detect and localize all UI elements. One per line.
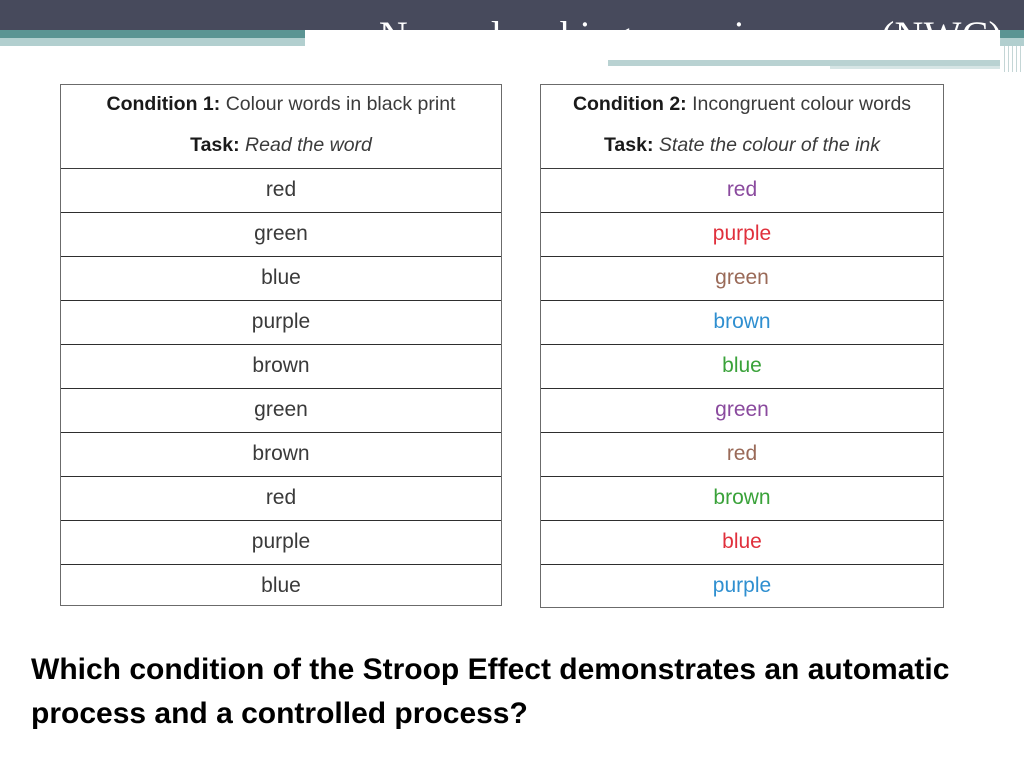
condition-1-task: Read the word <box>245 134 372 156</box>
condition-2-word: red <box>541 433 943 477</box>
condition-2-table <box>540 84 944 608</box>
condition-2-word: green <box>541 257 943 301</box>
condition-2-word: blue <box>541 521 943 565</box>
condition-1-word: brown <box>61 345 501 389</box>
condition-1-description: Colour words in black print <box>225 93 456 115</box>
condition-2-word: blue <box>541 345 943 389</box>
condition-1-word: blue <box>61 257 501 301</box>
condition-1-table <box>60 84 502 606</box>
condition-2-task-label: Task: <box>603 134 654 156</box>
condition-2-description: Incongruent colour words <box>692 93 912 115</box>
header-accent-stripe-right-light <box>1000 38 1024 46</box>
condition-2-word: purple <box>541 213 943 257</box>
header-accent-stripe <box>0 30 305 38</box>
slide-title: Normal waking consciousness (NWC) <box>378 13 1002 58</box>
decorative-lines <box>1004 46 1024 72</box>
condition-1-word: purple <box>61 301 501 345</box>
header-accent-stripe-light <box>0 38 305 46</box>
condition-2-word: brown <box>541 477 943 521</box>
condition-2-word: brown <box>541 301 943 345</box>
condition-1-word: red <box>61 169 501 213</box>
header-accent-stripe-right <box>1000 30 1024 38</box>
condition-2-word: green <box>541 389 943 433</box>
condition-1-word: green <box>61 213 501 257</box>
condition-1-word: red <box>61 477 501 521</box>
condition-2-word: purple <box>712 574 772 597</box>
question-text: Which condition of the Stroop Effect demonstrates an automatic process and a controlled process? <box>31 653 950 730</box>
title-underline-thin <box>830 66 1000 69</box>
condition-1-word: blue <box>261 574 301 597</box>
condition-1-word: purple <box>61 521 501 565</box>
condition-2-header <box>541 85 943 169</box>
condition-1-label: Condition 1: <box>106 93 221 115</box>
condition-1-word: brown <box>61 433 501 477</box>
condition-1-word: green <box>61 389 501 433</box>
condition-1-task-label: Task: <box>190 134 240 156</box>
condition-2-word: red <box>541 169 943 213</box>
condition-2-label: Condition 2: <box>572 93 687 115</box>
condition-1-header <box>61 85 501 169</box>
condition-2-task: State the colour of the ink <box>658 134 881 156</box>
